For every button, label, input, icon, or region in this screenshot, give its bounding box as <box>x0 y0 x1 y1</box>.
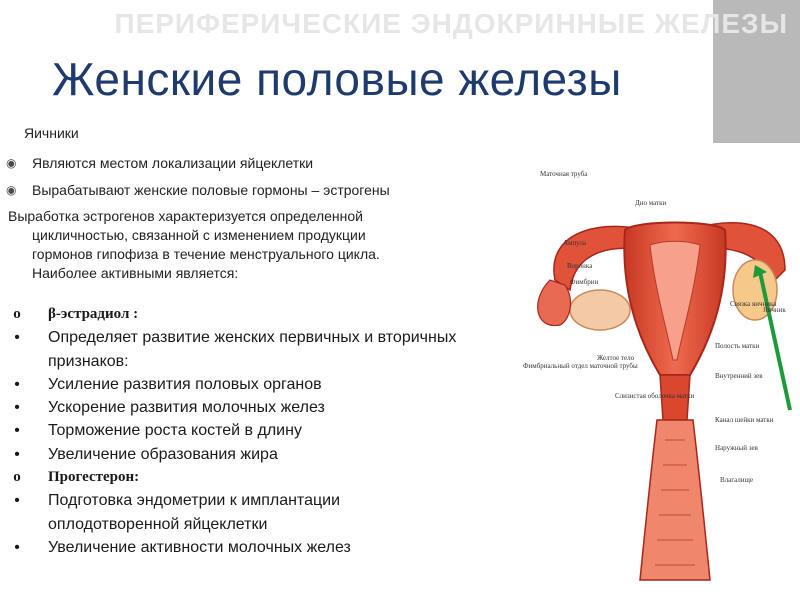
list-item <box>4 489 474 536</box>
label-ampulla: Ампула <box>563 239 587 247</box>
label-corpus-luteum: Желтое тело <box>597 354 635 362</box>
list-item: ◉ Вырабатывают женские половые гормоны – эстрогены <box>6 177 486 204</box>
list-item: ◉ Являются местом локализации яйцеклетки <box>6 150 486 177</box>
page-title: Женские половые железы <box>52 53 622 105</box>
label-internal-os: Внутренний зев <box>715 372 763 380</box>
label-fimbriae: Фимбрии <box>570 278 599 286</box>
label-fimbrial-part: Фимбриальный отдел маточной трубы <box>523 362 638 370</box>
left-fimbriae <box>538 280 571 326</box>
list-item-text: Подготовка эндометрии к имплантации оплодотворенной яйцеклетки <box>48 492 341 533</box>
label-vagina: Влагалище <box>720 476 754 484</box>
list-item-text: β-эстрадиол : <box>48 306 139 322</box>
hormone-heading <box>4 466 474 489</box>
list-item <box>4 419 474 442</box>
list-item-text: Усиление развития половых органов <box>48 375 322 393</box>
circle-bullet-icon: o <box>13 306 21 322</box>
bullet-icon: • <box>14 492 20 510</box>
hormone-heading <box>4 303 474 326</box>
bullet-icon: • <box>14 329 20 347</box>
list-item-text: Прогестерон: <box>48 469 140 486</box>
bullet-icon: • <box>14 399 20 417</box>
left-ovary <box>570 290 630 330</box>
label-endometrium: Слизистая оболочка матки <box>615 392 695 400</box>
label-ovary: Яичник <box>763 306 786 314</box>
label-uterus-fundus: Дно матки <box>635 199 667 207</box>
label-fallopian-tube: Маточная труба <box>540 170 588 178</box>
circle-bullet-icon: ◉ <box>6 156 17 170</box>
list-item-text: Увеличение активности молочных желез <box>48 538 351 556</box>
section-title: ПЕРИФЕРИЧЕСКИЕ ЭНДОКРИННЫЕ ЖЕЛЕЗЫ <box>114 8 788 39</box>
hormone-effects-list <box>4 303 474 559</box>
ovary-facts-list <box>6 150 486 204</box>
ovaries-subheading: Яичники <box>24 125 79 141</box>
label-external-os: Наружный зев <box>715 444 758 452</box>
list-item <box>4 326 474 373</box>
list-item <box>4 536 474 559</box>
list-item <box>4 396 474 419</box>
label-infundibulum: Воронка <box>567 262 593 270</box>
bullet-icon: • <box>14 375 20 393</box>
list-item-text: Определяет развитие женских первичных и вторичных признаков: <box>48 329 457 370</box>
list-item <box>4 443 474 466</box>
bullet-icon: • <box>14 445 20 463</box>
circle-bullet-icon: o <box>13 469 21 486</box>
list-item-text: Ускорение развития молочных желез <box>48 399 325 417</box>
estrogen-paragraph: Выработка эстрогенов характеризуется определенной цикличностью, связанной с изменением продукции гормонов гипофиза в течение менструального цикла. Наиболее активными является: <box>8 208 380 281</box>
label-uterine-cavity: Полость матки <box>715 342 760 350</box>
list-item <box>4 373 474 396</box>
label-cervical-canal: Канал шейки матки <box>715 416 774 424</box>
bullet-icon: • <box>14 422 20 440</box>
circle-bullet-icon: ◉ <box>6 183 17 197</box>
female-reproductive-diagram <box>515 160 795 585</box>
list-item-text: Увеличение образования жира <box>48 445 278 463</box>
bullet-icon: • <box>14 538 20 556</box>
label-ovarian-ligament: Связка яичника <box>730 300 777 308</box>
list-item-text: Торможение роста костей в длину <box>48 422 302 440</box>
vagina <box>640 420 710 580</box>
